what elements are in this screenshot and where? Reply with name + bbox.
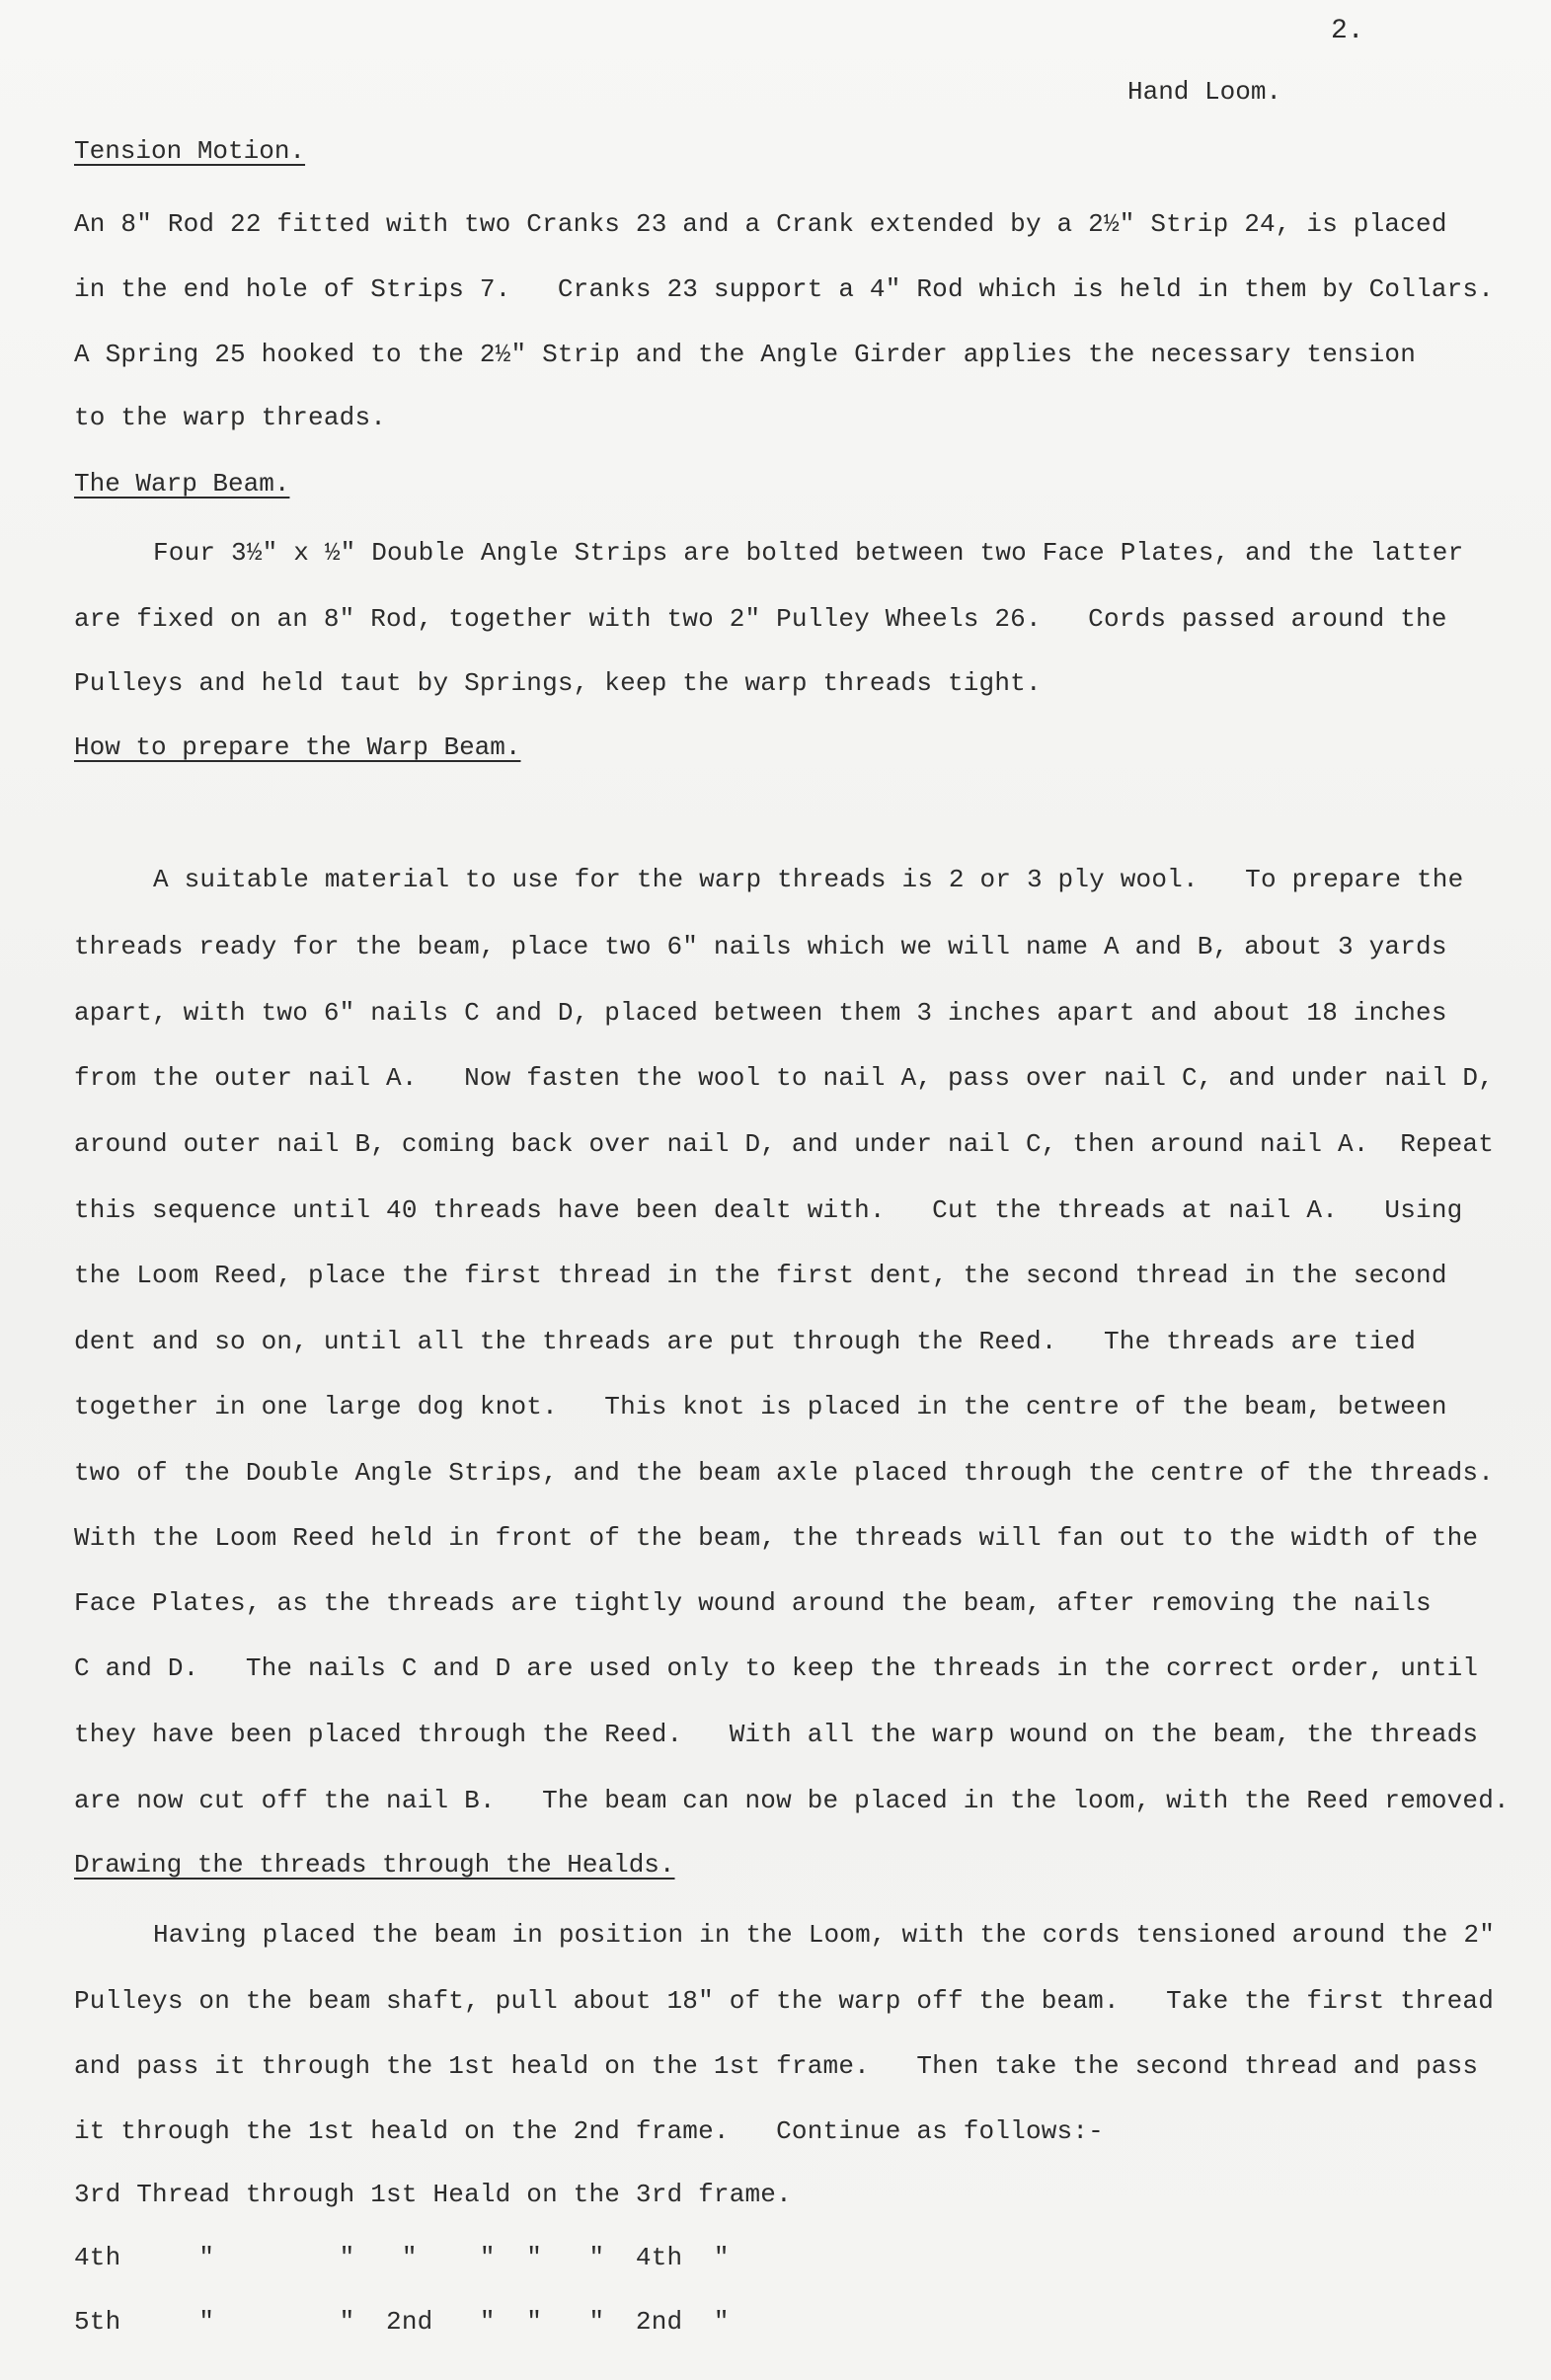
text-line: Pulleys on the beam shaft, pull about 18" of the warp off the beam. Take the first thread [74,1986,1495,2016]
heading-tension-motion: Tension Motion. [74,136,306,166]
text-line: An 8" Rod 22 fitted with two Cranks 23 and a Crank extended by a 2½" Strip 24, is placed [74,209,1447,239]
running-title: Hand Loom. [1127,77,1282,107]
text-line: Four 3½" x ½" Double Angle Strips are bolted between two Face Plates, and the latter [153,538,1464,568]
text-line: from the outer nail A. Now fasten the wool to nail A, pass over nail C, and under nail D, [74,1063,1495,1093]
text-line: threads ready for the beam, place two 6" nails which we will name A and B, about 3 yards [74,932,1447,961]
text-line: two of the Double Angle Strips, and the beam axle placed through the centre of the threads. [74,1458,1495,1488]
text-line: in the end hole of Strips 7. Cranks 23 support a 4" Rod which is held in them by Collars. [74,274,1495,304]
text-line: they have been placed through the Reed. With all the warp wound on the beam, the threads [74,1720,1479,1749]
text-line: Having placed the beam in position in the Loom, with the cords tensioned around the 2" [153,1920,1496,1950]
text-line: 4th " " " " " " 4th " [74,2243,730,2272]
text-line: A Spring 25 hooked to the 2½" Strip and the Angle Girder applies the necessary tension [74,340,1417,369]
heading-drawing-threads: Drawing the threads through the Healds. [74,1850,675,1880]
text-line: together in one large dog knot. This knot is placed in the centre of the beam, between [74,1392,1447,1421]
text-line: 5th " " 2nd " " " 2nd " [74,2307,730,2337]
text-line: C and D. The nails C and D are used only to keep the threads in the correct order, until [74,1653,1479,1683]
text-line: the Loom Reed, place the first thread in the first dent, the second thread in the second [74,1261,1447,1290]
heading-warp-beam: The Warp Beam. [74,469,290,499]
text-line: Face Plates, as the threads are tightly wound around the beam, after removing the nails [74,1588,1432,1618]
heading-prepare-warp-beam: How to prepare the Warp Beam. [74,732,521,762]
page-number: 2. [1331,16,1364,46]
text-line: apart, with two 6" nails C and D, placed between them 3 inches apart and about 18 inches [74,998,1447,1028]
text-line: to the warp threads. [74,403,387,432]
text-line: are fixed on an 8" Rod, together with two 2" Pulley Wheels 26. Cords passed around the [74,604,1447,634]
text-line: With the Loom Reed held in front of the beam, the threads will fan out to the width of the [74,1523,1479,1553]
text-line: Pulleys and held taut by Springs, keep the warp threads tight. [74,668,1042,698]
text-line: A suitable material to use for the warp threads is 2 or 3 ply wool. To prepare the [153,865,1464,894]
text-line: 3rd Thread through 1st Heald on the 3rd frame. [74,2180,792,2209]
text-line: dent and so on, until all the threads are put through the Reed. The threads are tied [74,1327,1417,1356]
text-line: and pass it through the 1st heald on the 1st frame. Then take the second thread and pass [74,2051,1479,2081]
text-line: this sequence until 40 threads have been dealt with. Cut the threads at nail A. Using [74,1195,1463,1225]
text-line: it through the 1st heald on the 2nd frame. Continue as follows:- [74,2116,1104,2146]
text-line: are now cut off the nail B. The beam can now be placed in the loom, with the Reed removed. [74,1786,1510,1815]
text-line: around outer nail B, coming back over nail D, and under nail C, then around nail A. Repeat [74,1129,1495,1159]
